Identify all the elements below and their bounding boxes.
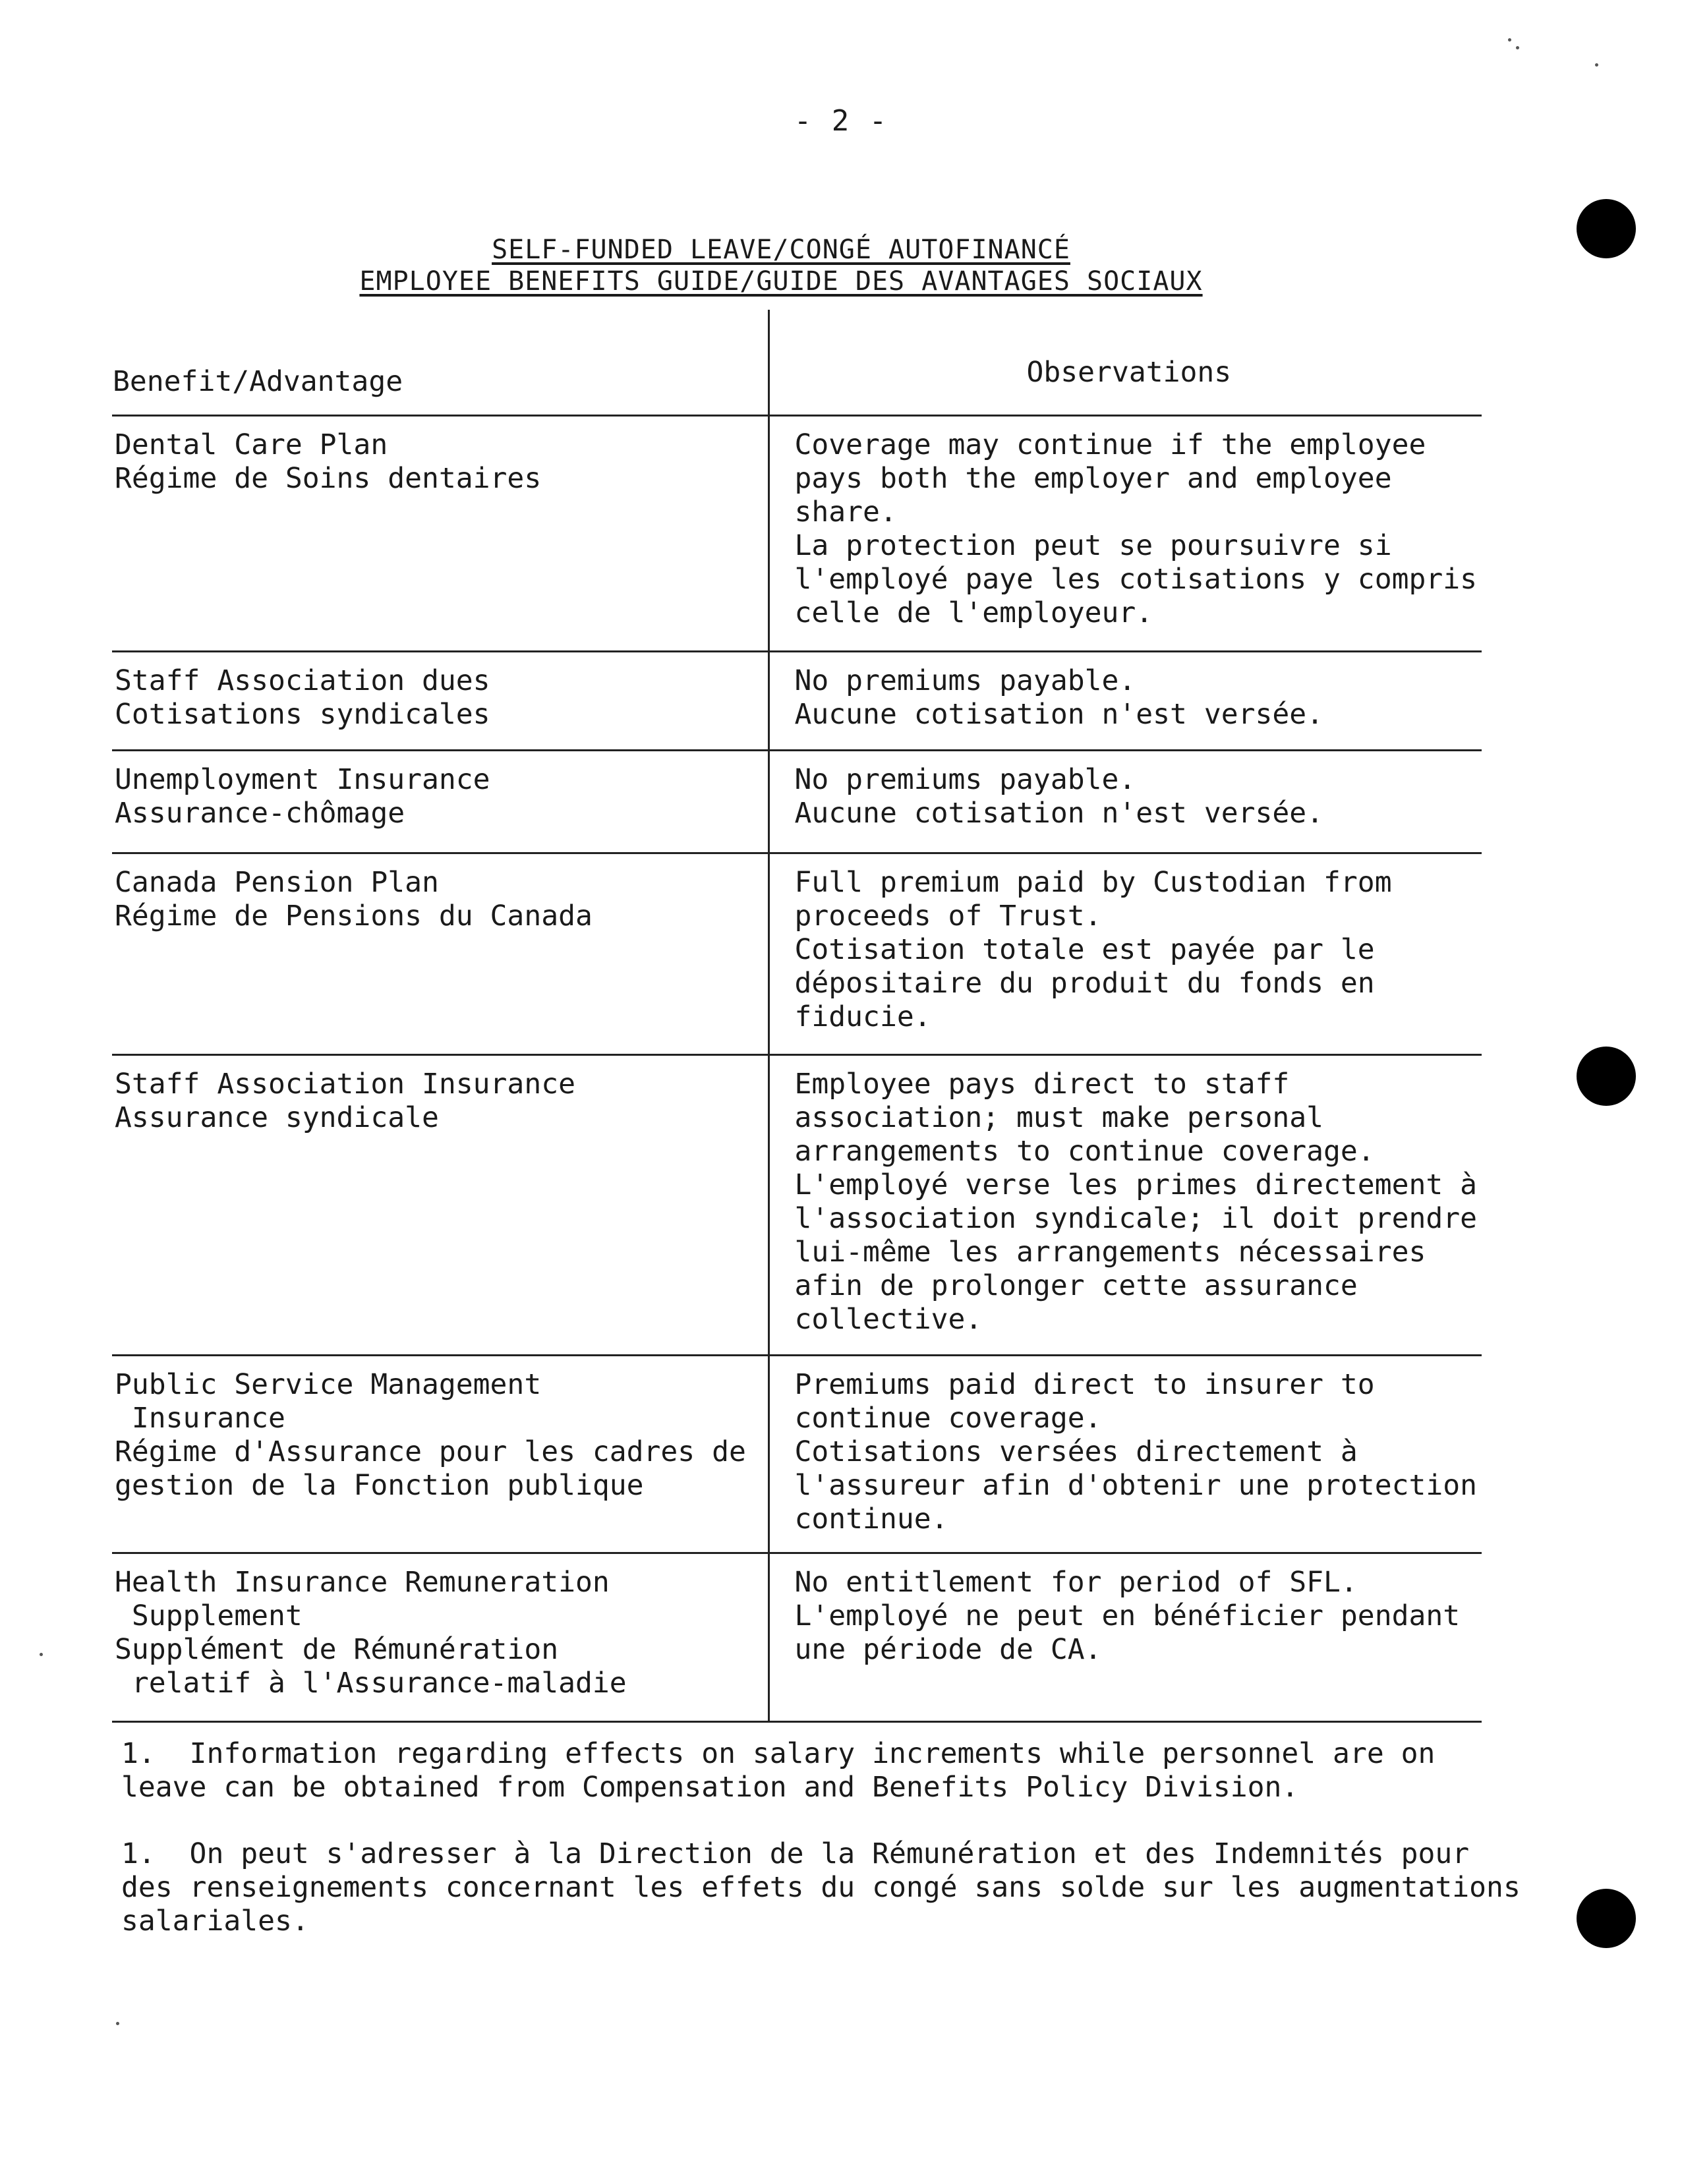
punch-hole-middle [1577, 1047, 1636, 1106]
observations-cell: No entitlement for period of SFL. L'employé ne peut en bénéficier pendant une période de CA. [768, 1553, 1482, 1722]
scan-speck [1595, 63, 1598, 67]
observations-cell: No premiums payable. Aucune cotisation n'est versée. [768, 751, 1482, 853]
observations-column-header: Observations [768, 310, 1482, 416]
footnote-english: 1. Information regarding effects on salary increments while personnel are on leave can be obtained from Compensation and Benefits Policy Division. [121, 1737, 1436, 1804]
table-row [112, 1356, 1482, 1553]
observations-cell: Employee pays direct to staff association; must make personal arrangements to continue coverage. L'employé verse les primes directement à l'association syndicale; il doit prendre lui-même les arrangements nécessaires afin de prolonger cette assurance collective. [768, 1055, 1482, 1356]
scan-speck [40, 1653, 43, 1656]
benefit-cell: Staff Association dues Cotisations syndicales [112, 652, 768, 751]
scan-speck [1508, 38, 1511, 42]
benefit-cell: Staff Association Insurance Assurance syndicale [112, 1055, 768, 1356]
table-row [112, 652, 1482, 751]
table-row [112, 853, 1482, 1055]
page-number: - 2 - [794, 104, 888, 138]
benefit-cell: Canada Pension Plan Régime de Pensions du Canada [112, 853, 768, 1055]
table-row [112, 1553, 1482, 1722]
benefits-table [112, 310, 1482, 1723]
observations-cell: Coverage may continue if the employee pays both the employer and employee share. La protection peut se poursuivre si l'employé paye les cotisations y compris celle de l'employeur. [768, 416, 1482, 652]
benefit-column-header: Benefit/Advantage [112, 310, 768, 416]
footnote-french: 1. On peut s'adresser à la Direction de la Rémunération et des Indemnités pour des renseignements concernant les effets du congé sans solde sur les augmentations salariales. [121, 1837, 1521, 1938]
benefit-cell: Public Service Management Insurance Régime d'Assurance pour les cadres de gestion de la Fonction publique [112, 1356, 768, 1553]
table-row [112, 416, 1482, 652]
benefit-cell: Unemployment Insurance Assurance-chômage [112, 751, 768, 853]
observations-cell: No premiums payable. Aucune cotisation n'est versée. [768, 652, 1482, 751]
document-title-line-1: SELF-FUNDED LEAVE/CONGÉ AUTOFINANCÉ [492, 235, 1070, 265]
observations-cell: Premiums paid direct to insurer to continue coverage. Cotisations versées directement à l'assureur afin d'obtenir une protection continue. [768, 1356, 1482, 1553]
table-row [112, 1055, 1482, 1356]
scan-speck [116, 2022, 119, 2025]
punch-hole-top [1577, 199, 1636, 258]
table-header-row [112, 310, 1482, 416]
punch-hole-bottom [1577, 1889, 1636, 1948]
scan-speck [1516, 46, 1519, 49]
benefit-cell: Dental Care Plan Régime de Soins dentaires [112, 416, 768, 652]
table-row [112, 751, 1482, 853]
observations-cell: Full premium paid by Custodian from proceeds of Trust. Cotisation totale est payée par le dépositaire du produit du fonds en fiducie. [768, 853, 1482, 1055]
benefit-cell: Health Insurance Remuneration Supplement Supplément de Rémunération relatif à l'Assurance-maladie [112, 1553, 768, 1722]
document-title-line-2: EMPLOYEE BENEFITS GUIDE/GUIDE DES AVANTAGES SOCIAUX [359, 266, 1203, 297]
